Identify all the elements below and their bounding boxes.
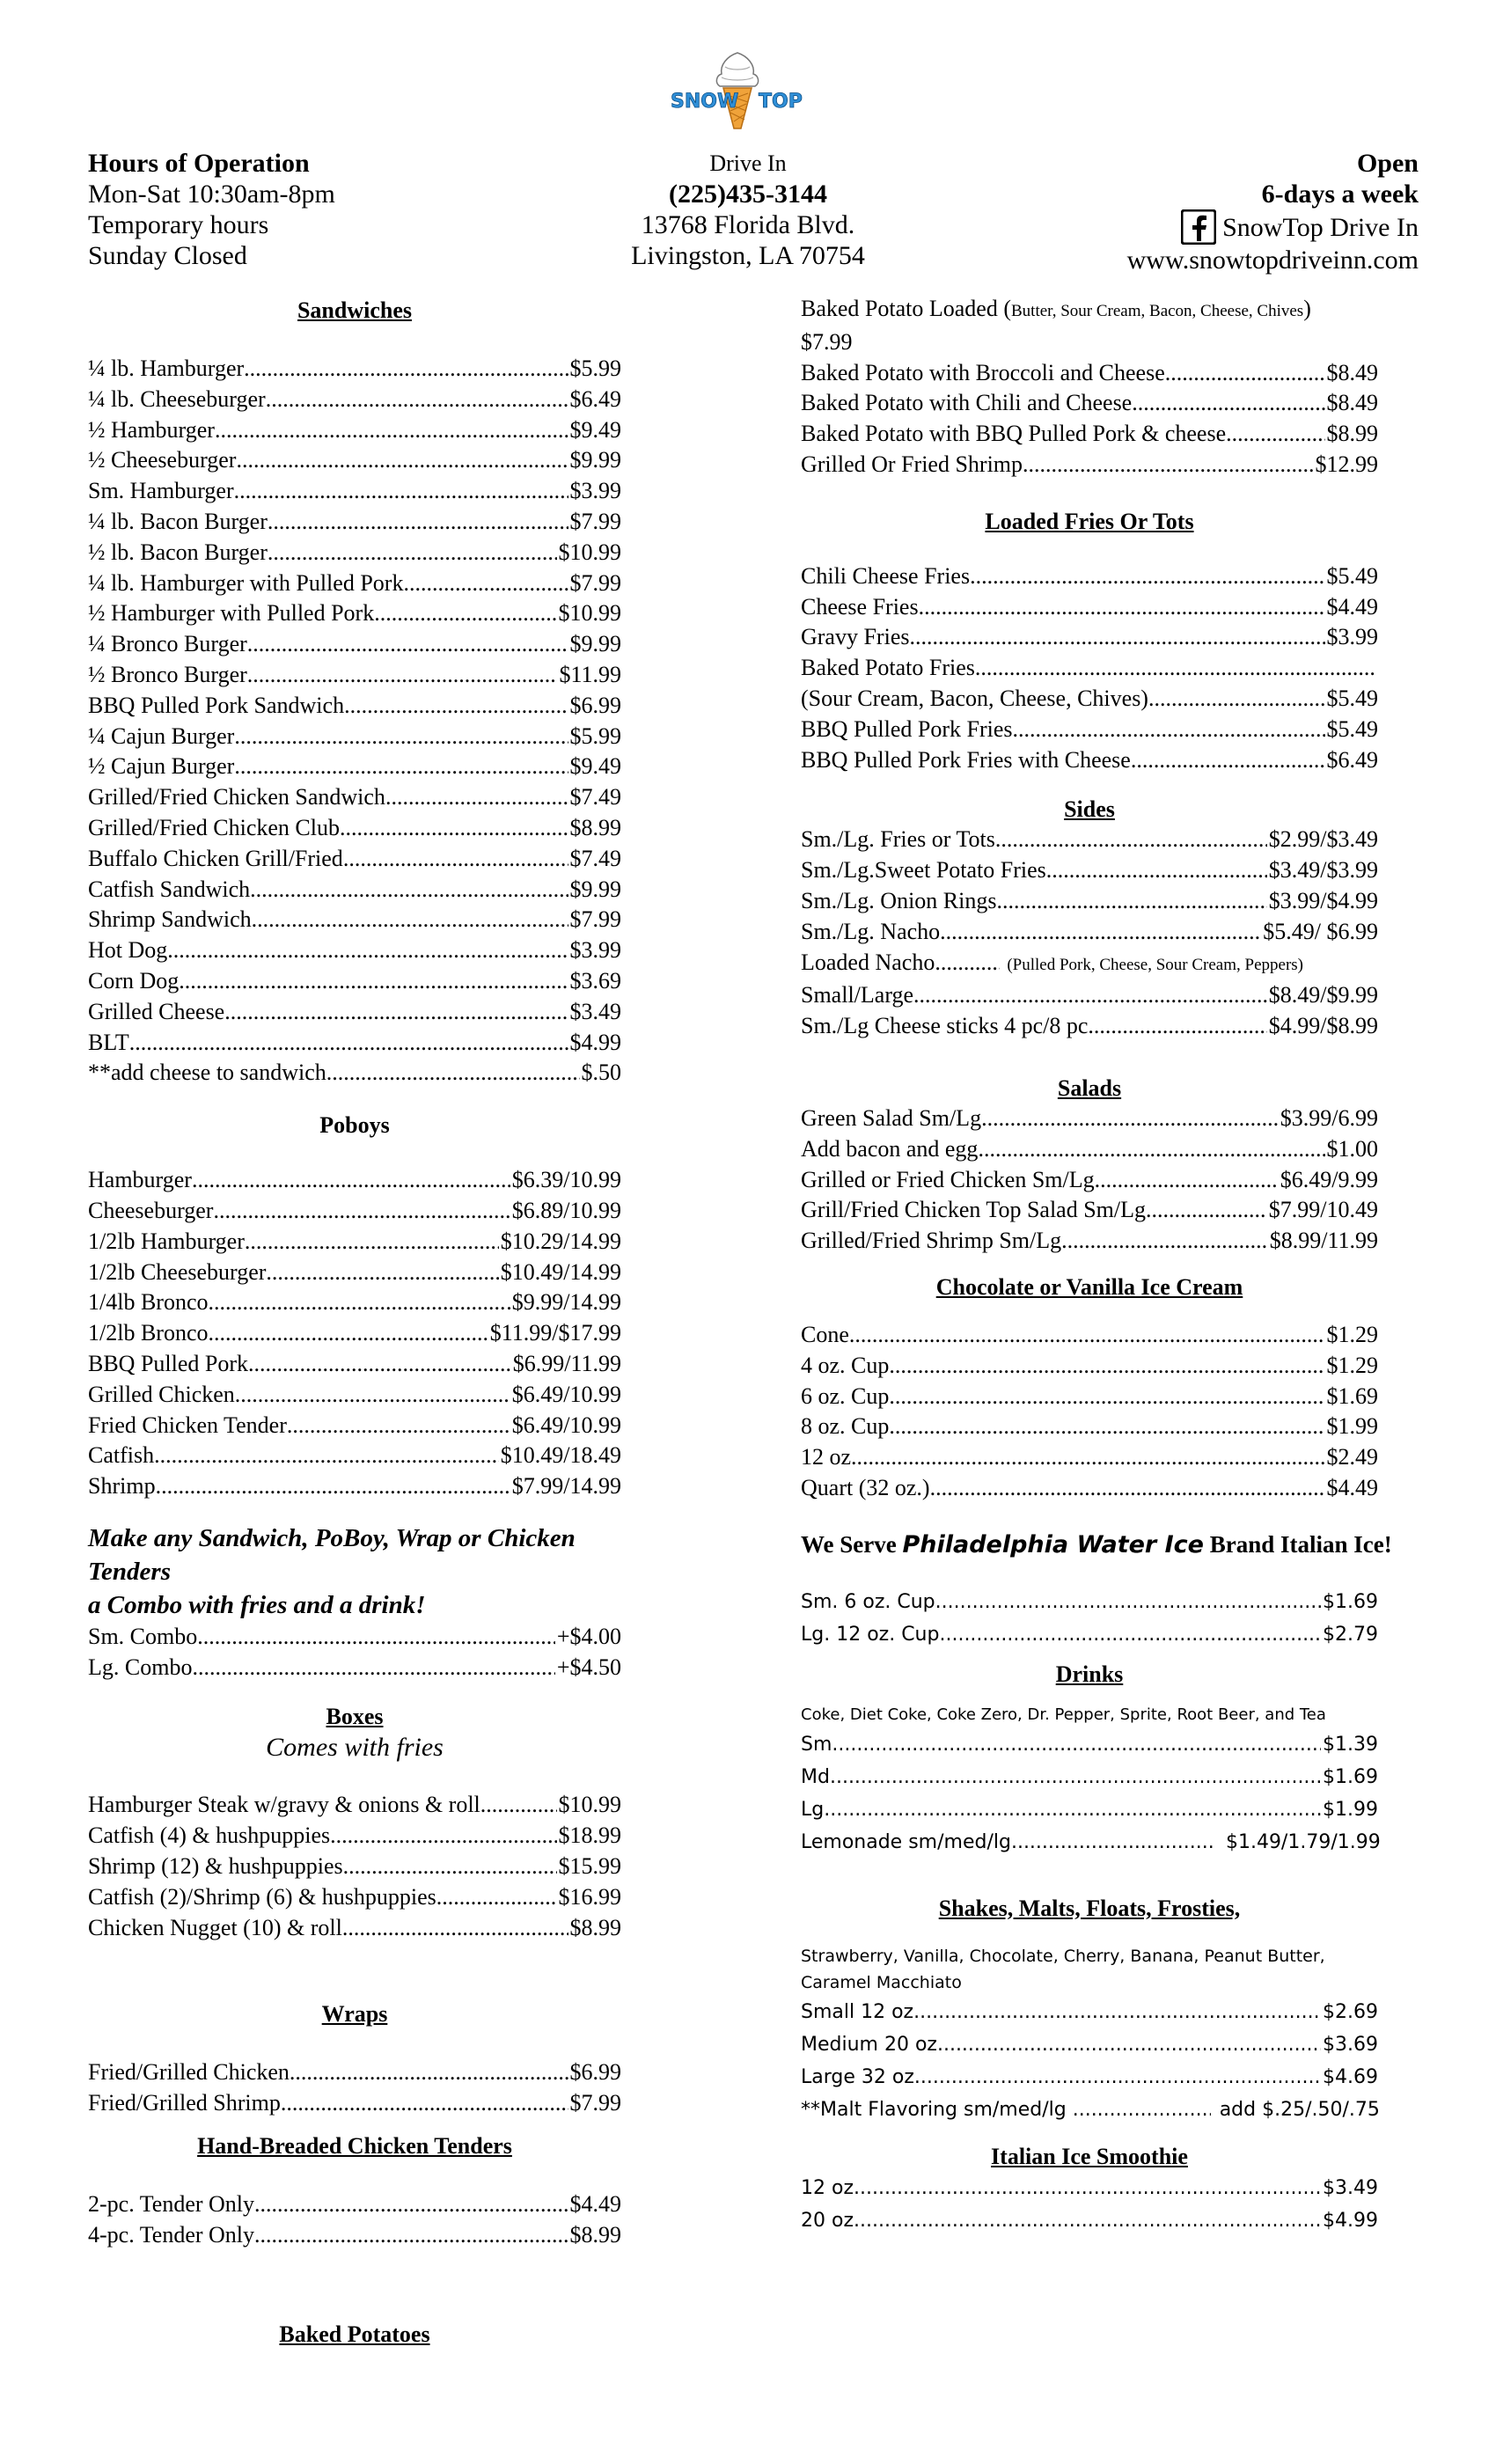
menu-item: Shrimp Sandwich ..... $7.99	[88, 905, 621, 935]
menu-item: Grilled/Fried Shrimp Sm/Lg ..... $8.99/11.99	[801, 1226, 1378, 1257]
menu-item: Hamburger ..... $6.39/10.99	[88, 1165, 621, 1196]
sandwiches-list	[88, 354, 621, 1089]
shakes-list	[801, 1996, 1378, 2126]
menu-item: Lg. 12 oz. Cup ..... $2.79	[801, 1618, 1378, 1651]
menu-item: Baked Potato with Chili and Cheese ..... $8.49	[801, 388, 1378, 419]
hours-title: Hours of Operation	[88, 149, 310, 178]
menu-item: Small/Large ..... $8.49/$9.99	[801, 980, 1378, 1011]
menu-item: Sm./Lg. Fries or Tots ..... $2.99/$3.49	[801, 825, 1378, 855]
menu-item: Chicken Nugget (10) & roll ..... $8.99	[88, 1913, 621, 1944]
section-title-smoothie: Italian Ice Smoothie	[991, 2143, 1188, 2169]
menu-item-loaded-potato: Baked Potato Loaded (Butter, Sour Cream, Bacon, Cheese, Chives)	[801, 296, 1311, 321]
menu-item: Md. ..... $1.69	[801, 1761, 1378, 1793]
menu-item: Large 32 oz. ..... $4.69	[801, 2061, 1378, 2094]
menu-item: Cheese Fries ..... $4.49	[801, 592, 1378, 623]
menu-item: ¼ Cajun Burger ..... $5.99	[88, 722, 621, 752]
menu-item: 4 oz. Cup ..... $1.29	[801, 1351, 1378, 1382]
menu-item: 20 oz. ..... $4.99	[801, 2204, 1378, 2237]
loaded-fries-list	[801, 561, 1378, 776]
menu-item: 4-pc. Tender Only ..... $8.99	[88, 2220, 621, 2251]
menu-item: Catfish (2)/Shrimp (6) & hushpuppies ..... $16.99	[88, 1882, 621, 1913]
facebook-line[interactable]	[968, 209, 1419, 245]
menu-item: Baked Potato with BBQ Pulled Pork & cheese ..... $8.99	[801, 419, 1378, 450]
section-title-loaded-fries: Loaded Fries Or Tots	[985, 508, 1194, 534]
open-title: Open	[1356, 149, 1419, 178]
menu-item: Baked Potato with Broccoli and Cheese ..... $8.49	[801, 358, 1378, 389]
menu-item: ½ Cheeseburger ..... $9.99	[88, 445, 621, 476]
section-title-poboys: Poboys	[319, 1112, 390, 1139]
section-title-salads: Salads	[1057, 1074, 1122, 1101]
menu-item: Sm. Hamburger ..... $3.99	[88, 476, 621, 507]
combo-heading-line1: Make any Sandwich, PoBoy, Wrap or Chicken Tenders	[88, 1523, 576, 1586]
menu-item: ½ lb. Bacon Burger ..... $10.99	[88, 538, 621, 568]
menu-item: Hamburger Steak w/gravy & onions & roll ..... $10.99	[88, 1790, 621, 1821]
combo-list	[88, 1622, 621, 1683]
menu-item: ¼ lb. Hamburger ..... $5.99	[88, 354, 621, 385]
open-days: 6-days a week	[1261, 180, 1419, 209]
section-title-drinks: Drinks	[1055, 1661, 1124, 1687]
right-column	[801, 294, 1392, 2237]
menu-item: Sm./Lg.Sweet Potato Fries ..... $3.49/$3.99	[801, 855, 1378, 886]
menu-item: **add cheese to sandwich ..... $.50	[88, 1058, 621, 1089]
italian-ice-banner: We Serve Philadelphia Water Ice Brand Italian Ice!	[801, 1530, 1392, 1558]
menu-item: Chili Cheese Fries ..... $5.49	[801, 561, 1378, 592]
menu-item: 12 oz. ..... $2.49	[801, 1442, 1378, 1473]
menu-item: Add bacon and egg ..... $1.00	[801, 1134, 1378, 1165]
combo-heading-line2: a Combo with fries and a drink!	[88, 1590, 426, 1619]
menu-item: Shrimp ..... $7.99/14.99	[88, 1471, 621, 1502]
ice-cream-list	[801, 1320, 1378, 1504]
menu-item: Cone ..... $1.29	[801, 1320, 1378, 1351]
menu-item: Green Salad Sm/Lg ..... $3.99/6.99	[801, 1104, 1378, 1134]
facebook-icon[interactable]	[1181, 209, 1216, 245]
menu-item-price: $7.99	[801, 328, 853, 355]
section-title-tenders: Hand-Breaded Chicken Tenders	[197, 2133, 512, 2160]
smoothie-list	[801, 2172, 1378, 2237]
menu-item: 1/2lb Cheeseburger ..... $10.49/14.99	[88, 1258, 621, 1288]
section-title-sandwiches: Sandwiches	[297, 297, 413, 323]
menu-item: Lg. Combo ..... +$4.50	[88, 1653, 621, 1683]
menu-item: 12 oz. ..... $3.49	[801, 2172, 1378, 2204]
menu-item: Catfish Sandwich ..... $9.99	[88, 875, 621, 906]
logo-text-right: TOP	[759, 91, 803, 113]
menu-item: (Sour Cream, Bacon, Cheese, Chives) ..... $5.49	[801, 684, 1378, 715]
menu-item: 1/2lb Hamburger ..... $10.29/14.99	[88, 1227, 621, 1258]
hours-line: Sunday Closed	[88, 241, 247, 270]
section-title-sides: Sides	[1064, 796, 1115, 823]
shakes-flavors: Strawberry, Vanilla, Chocolate, Cherry, Banana, Peanut Butter, Caramel Macchiato	[801, 1946, 1325, 1992]
drinks-list	[801, 1728, 1381, 1859]
section-title-shakes: Shakes, Malts, Floats, Frosties,	[938, 1895, 1241, 1921]
menu-item: Sm. 6 oz. Cup ..... $1.69	[801, 1586, 1378, 1618]
snowtop-logo	[667, 49, 808, 134]
menu-item: Baked Potato Fries .....	[801, 653, 1378, 684]
menu-item: Sm. Combo ..... +$4.00	[88, 1622, 621, 1653]
menu-item: BBQ Pulled Pork ..... $6.99/11.99	[88, 1349, 621, 1380]
hours-line: Temporary hours	[88, 210, 269, 239]
menu-item: 1/4lb Bronco ..... .$9.99/14.99	[88, 1287, 621, 1318]
menu-item: Catfish ..... $10.49/18.49	[88, 1441, 621, 1471]
menu-item: 8 oz. Cup ..... $1.99	[801, 1412, 1378, 1442]
left-column	[88, 296, 621, 2350]
menu-item: Fried/Grilled Shrimp ..... $7.99	[88, 2088, 621, 2119]
website-link[interactable]: www.snowtopdriveinn.com	[1126, 246, 1419, 275]
menu-item: Fried/Grilled Chicken ..... $6.99	[88, 2057, 621, 2088]
menu-item: Buffalo Chicken Grill/Fried ..... $7.49	[88, 844, 621, 875]
section-title-ice-cream: Chocolate or Vanilla Ice Cream	[935, 1273, 1243, 1300]
sides-list	[801, 825, 1378, 1042]
menu-item: 6 oz. Cup ..... $1.69	[801, 1382, 1378, 1412]
menu-item: Grill/Fried Chicken Top Salad Sm/Lg ..... $7.99/10.49	[801, 1195, 1378, 1226]
menu-item: Small 12 oz. ..... $2.69	[801, 1996, 1378, 2028]
menu-item: ½ Hamburger with Pulled Pork ..... $10.99	[88, 598, 621, 629]
menu-item: Sm./Lg Cheese sticks 4 pc/8 pc. ..... $4.99/$8.99	[801, 1011, 1378, 1042]
menu-item: Gravy Fries ..... $3.99	[801, 622, 1378, 653]
baked-potatoes-list	[801, 358, 1378, 480]
menu-item: ¼ lb. Hamburger with Pulled Pork ..... $7.99	[88, 568, 621, 599]
poboys-list	[88, 1165, 621, 1502]
menu-item: ½ Cajun Burger ..... $9.49	[88, 752, 621, 782]
menu-item: Sm. ..... $1.39	[801, 1728, 1378, 1761]
menu-item: ¼ Bronco Burger ..... $9.99	[88, 629, 621, 660]
italian-ice-list	[801, 1586, 1378, 1651]
section-title-wraps: Wraps	[321, 2001, 388, 2028]
header-contact	[572, 148, 924, 271]
tenders-list	[88, 2189, 621, 2251]
menu-item: ¼ lb. Cheeseburger ..... $6.49	[88, 385, 621, 415]
menu-item: Fried Chicken Tender ..... $6.49/10.99	[88, 1411, 621, 1441]
menu-item: Grilled Or Fried Shrimp ..... $12.99	[801, 450, 1378, 480]
menu-item: Sm./Lg. Nacho ..... $5.49/ $6.99	[801, 917, 1378, 948]
hours-line: Mon-Sat 10:30am-8pm	[88, 180, 335, 209]
menu-item: Grilled Chicken ..... $6.49/10.99	[88, 1380, 621, 1411]
menu-item: Grilled/Fried Chicken Sandwich ..... $7.49	[88, 782, 621, 813]
salads-list	[801, 1104, 1378, 1257]
phone-number[interactable]: (225)435-3144	[669, 180, 827, 209]
menu-item: ½ Bronco Burger ..... $11.99	[88, 660, 621, 691]
menu-item: Lg. ..... $1.99	[801, 1793, 1378, 1826]
menu-item-loaded-nacho: Loaded Nacho ..... (Pulled Pork, Cheese, Sour Cream, Peppers)	[801, 948, 1378, 981]
city-address: Livingston, LA 70754	[631, 241, 865, 270]
menu-item: 2-pc. Tender Only ..... $4.49	[88, 2189, 621, 2220]
menu-item: Grilled/Fried Chicken Club ..... $8.99	[88, 813, 621, 844]
section-title-baked-potatoes: Baked Potatoes	[279, 2321, 430, 2347]
street-address: 13768 Florida Blvd.	[641, 210, 855, 239]
menu-item: Lemonade sm/med/lg ..... $1.49/1.79/1.99	[801, 1826, 1378, 1859]
menu-item: Shrimp (12) & hushpuppies ..... $15.99	[88, 1852, 621, 1882]
section-title-boxes: Boxes	[326, 1704, 384, 1730]
boxes-list	[88, 1790, 621, 1943]
menu-item: BLT ..... $4.99	[88, 1028, 621, 1059]
menu-item: 1/2lb Bronco ..... $11.99/$17.99	[88, 1318, 621, 1349]
menu-item: Hot Dog ..... $3.99	[88, 935, 621, 966]
menu-item: Catfish (4) & hushpuppies ..... $18.99	[88, 1821, 621, 1852]
header-open	[968, 148, 1419, 275]
wraps-list	[88, 2057, 621, 2119]
boxes-subtitle: Comes with fries	[266, 1733, 444, 1763]
menu-item: BBQ Pulled Pork Fries ..... $5.49	[801, 715, 1378, 745]
menu-item: Grilled Cheese ..... $3.49	[88, 997, 621, 1028]
menu-item: BBQ Pulled Pork Fries with Cheese ..... $6.49	[801, 745, 1378, 776]
drive-in-label: Drive In	[709, 150, 787, 176]
drinks-flavors: Coke, Diet Coke, Coke Zero, Dr. Pepper, Sprite, Root Beer, and Tea	[801, 1705, 1326, 1724]
menu-item: BBQ Pulled Pork Sandwich ..... $6.99	[88, 691, 621, 722]
menu-item: **Malt Flavoring sm/med/lg . ..... add $.25/.50/.75	[801, 2094, 1378, 2126]
menu-item: Grilled or Fried Chicken Sm/Lg ..... $6.49/9.99	[801, 1165, 1378, 1196]
menu-item: Sm./Lg. Onion Rings ..... $3.99/$4.99	[801, 886, 1378, 917]
logo-text-left: SNOW	[671, 91, 739, 113]
header-hours	[88, 148, 581, 271]
facebook-page-name: SnowTop Drive In	[1222, 212, 1419, 242]
menu-item: Quart (32 oz.) ..... $4.49	[801, 1473, 1378, 1504]
menu-item: ¼ lb. Bacon Burger ..... $7.99	[88, 507, 621, 538]
menu-item: Corn Dog ..... $3.69	[88, 966, 621, 997]
menu-item: Medium 20 oz. ..... $3.69	[801, 2028, 1378, 2061]
menu-item: ½ Hamburger ..... $9.49	[88, 415, 621, 446]
menu-item: Cheeseburger ..... $6.89/10.99	[88, 1196, 621, 1227]
